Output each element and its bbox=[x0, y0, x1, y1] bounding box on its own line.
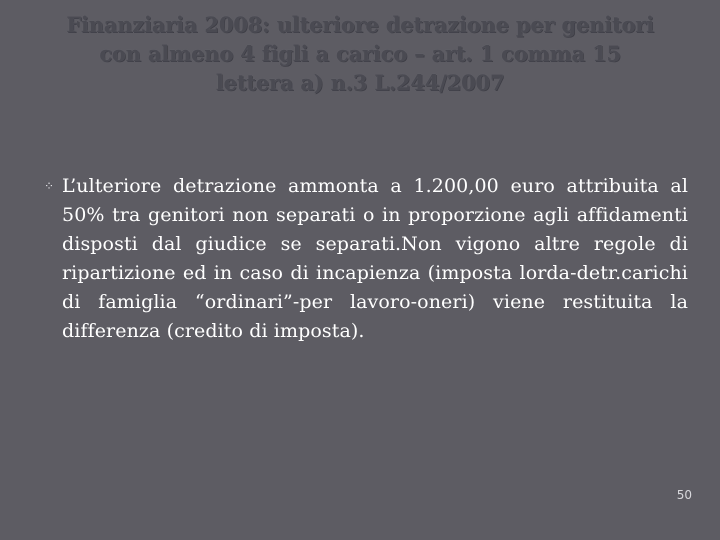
bullet-item bbox=[44, 172, 688, 346]
page-number: 50 bbox=[676, 488, 692, 502]
slide-title: Finanziaria 2008: ulteriore detrazione per genitori con almeno 4 figli a carico – art. 1 comma 15 lettera a) n.3 L.244/2007 bbox=[66, 12, 654, 95]
bullet-text: L’ulteriore detrazione ammonta a 1.200,00 euro attribuita al 50% tra genitori non separati o in proporzione agli affidamenti disposti dal giudice se separati.Non vigono altre regole di ripartizione ed in caso di incapienza (imposta lorda-detr.carichi di famiglia “ordinari”-per lavoro-oneri) viene restituita la differenza (credito di imposta). bbox=[62, 175, 688, 342]
slide-body bbox=[44, 172, 688, 346]
bullet-icon: ⁘ bbox=[44, 179, 55, 193]
